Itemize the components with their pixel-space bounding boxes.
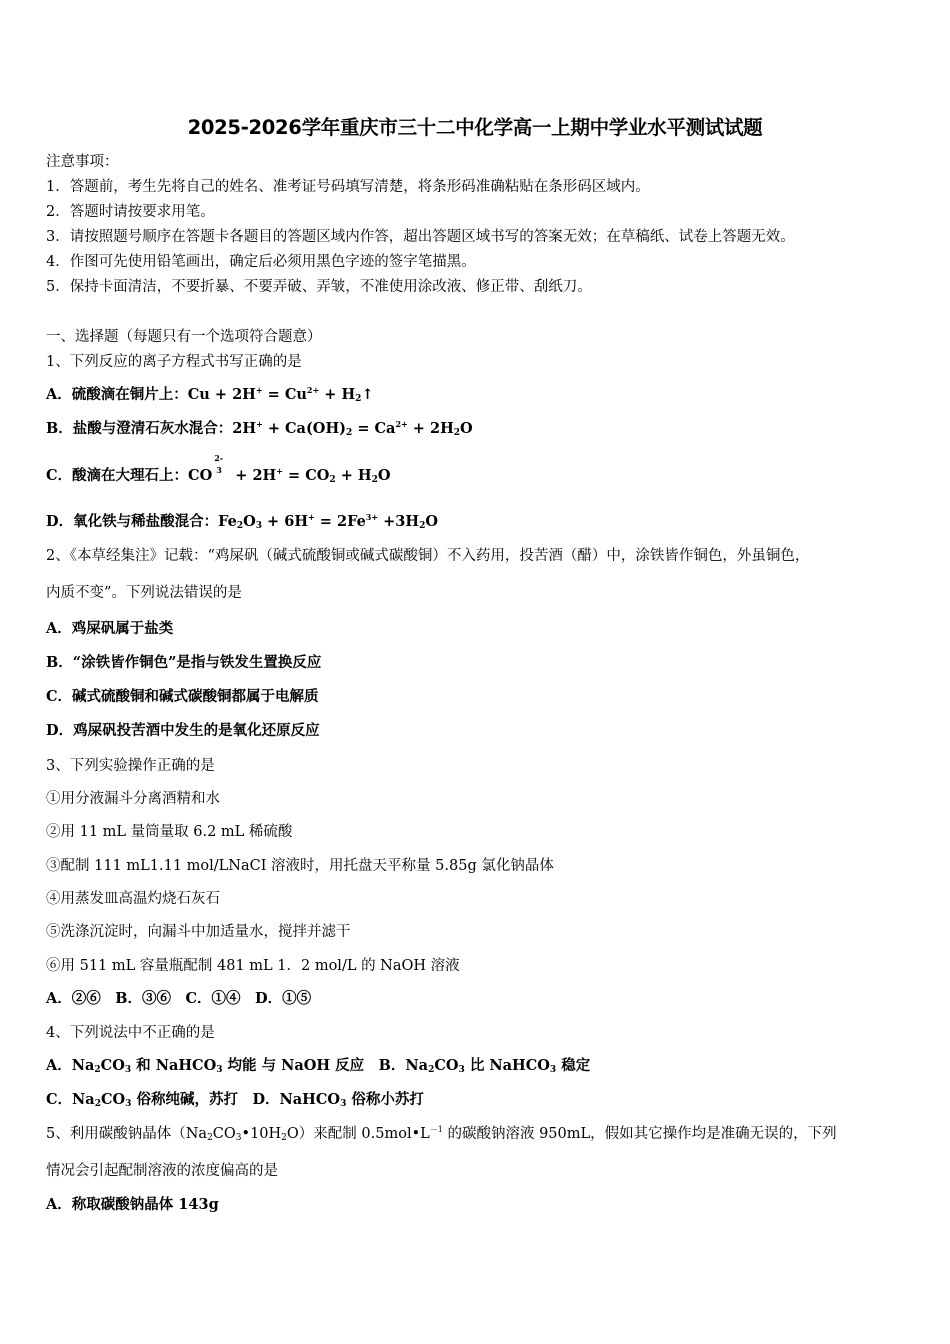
notice-heading: 注意事项：: [46, 154, 119, 170]
notice-item: 2．答题时请按要求用笔。: [46, 204, 215, 220]
notice-item: 5．保持卡面清洁，不要折暴、不要弄破、弄皱，不准使用涂改液、修正带、刮纸刀。: [46, 279, 592, 295]
question-1-option-a: A．硫酸滴在铜片上：$Cu + 2H^+ = Cu^{2+}$ + $H_2↑$: [46, 385, 374, 404]
notice-item: 4．作图可先使用铅笔画出，确定后必须用黑色字迹的签字笔描黑。: [46, 254, 476, 270]
question-3-item: ⑤洗涤沉淀时，向漏斗中加适量水，搅拌并滤干: [46, 924, 351, 940]
question-5-stem: 5、利用碳酸钠晶体$(Na_2CO_3•10H_2O)$来配制 $0.5mol•L^{-1}$ 的碳酸钠溶液 950mL，假如其它操作均是准确无误的，下列: [46, 1125, 837, 1143]
question-3-item: ①用分液漏斗分离酒精和水: [46, 791, 220, 807]
question-2-option-a: A．鸡屎矾属于盐类: [46, 620, 174, 637]
question-4-options-ab: A．$Na_2CO_3$ 和 NaHCO$_3$ 均能 与 NaOH 反应 B．$Na_2CO_3$ 比 NaHCO$_3$ 稳定: [46, 1057, 591, 1075]
question-5-stem-cont: 情况会引起配制溶液的浓度偏高的是: [46, 1163, 278, 1179]
question-2-stem-cont: 内质不变”。下列说法错误的是: [46, 585, 242, 601]
question-2-option-c: C．碱式硫酸铜和碱式碳酸铜都属于电解质: [46, 688, 319, 705]
question-1-stem: 1、下列反应的离子方程式书写正确的是: [46, 354, 302, 370]
question-3-options: A．②⑥ B．③⑥ C．①④ D．①⑤: [46, 990, 312, 1007]
notice-item: 1．答题前，考生先将自己的姓名、准考证号码填写清楚，将条形码准确粘贴在条形码区域内。: [46, 179, 650, 195]
section-heading: 一、选择题（每题只有一个选项符合题意）: [46, 329, 322, 345]
question-3-item: ⑥用 511 mL 容量瓶配制 481 mL 1．2 mol/L 的 NaOH 溶液: [46, 958, 460, 974]
question-4-stem: 4、下列说法中不正确的是: [46, 1025, 215, 1041]
question-2-option-b: B．“涂铁皆作铜色”是指与铁发生置换反应: [46, 654, 322, 671]
question-2-stem: 2、《本草经集注》记载：“鸡屎矾（碱式硫酸铜或碱式碳酸铜）不入药用，投苦酒（醋）中，涂铁皆作铜色，外虽铜色，: [46, 548, 810, 564]
question-3-item: ②用 11 mL 量筒量取 6.2 mL 稀硫酸: [46, 824, 293, 840]
carbonate-charge-stack: 2- 3: [214, 453, 224, 475]
question-4-options-cd: C．$Na_2CO_3$ 俗称纯碱，苏打 D．NaHCO$_3$ 俗称小苏打: [46, 1091, 424, 1109]
question-3-item: ③配制 111 mL1.11 mol/LNaCI 溶液时，用托盘天平称量 5.85g 氯化钠晶体: [46, 858, 554, 874]
question-1-option-c: C．酸滴在大理石上：CO 2- 3 + $2H^+ = CO_2 + H_2O$: [46, 453, 391, 485]
question-2-option-d: D．鸡屎矾投苦酒中发生的是氧化还原反应: [46, 722, 320, 739]
question-5-option-a: A．称取碳酸钠晶体 143g: [46, 1196, 219, 1213]
page-title: 2025-2026学年重庆市三十二中化学高一上期中学业水平测试试题: [187, 116, 763, 139]
notice-item: 3．请按照题号顺序在答题卡各题目的答题区域内作答，超出答题区域书写的答案无效；在草稿纸、试卷上答题无效。: [46, 229, 795, 245]
question-3-item: ④用蒸发皿高温灼烧石灰石: [46, 891, 220, 907]
question-1-option-b: B．盐酸与澄清石灰水混合：$2H^+ + Ca(OH)_2 = Ca^{2+} + 2H_2O$: [46, 419, 473, 438]
question-3-stem: 3、下列实验操作正确的是: [46, 758, 215, 774]
question-1-option-d: D．氧化铁与稀盐酸混合：$Fe_2O_3 + 6H^+ = 2Fe^{3+} +3H_2O$: [46, 512, 438, 531]
